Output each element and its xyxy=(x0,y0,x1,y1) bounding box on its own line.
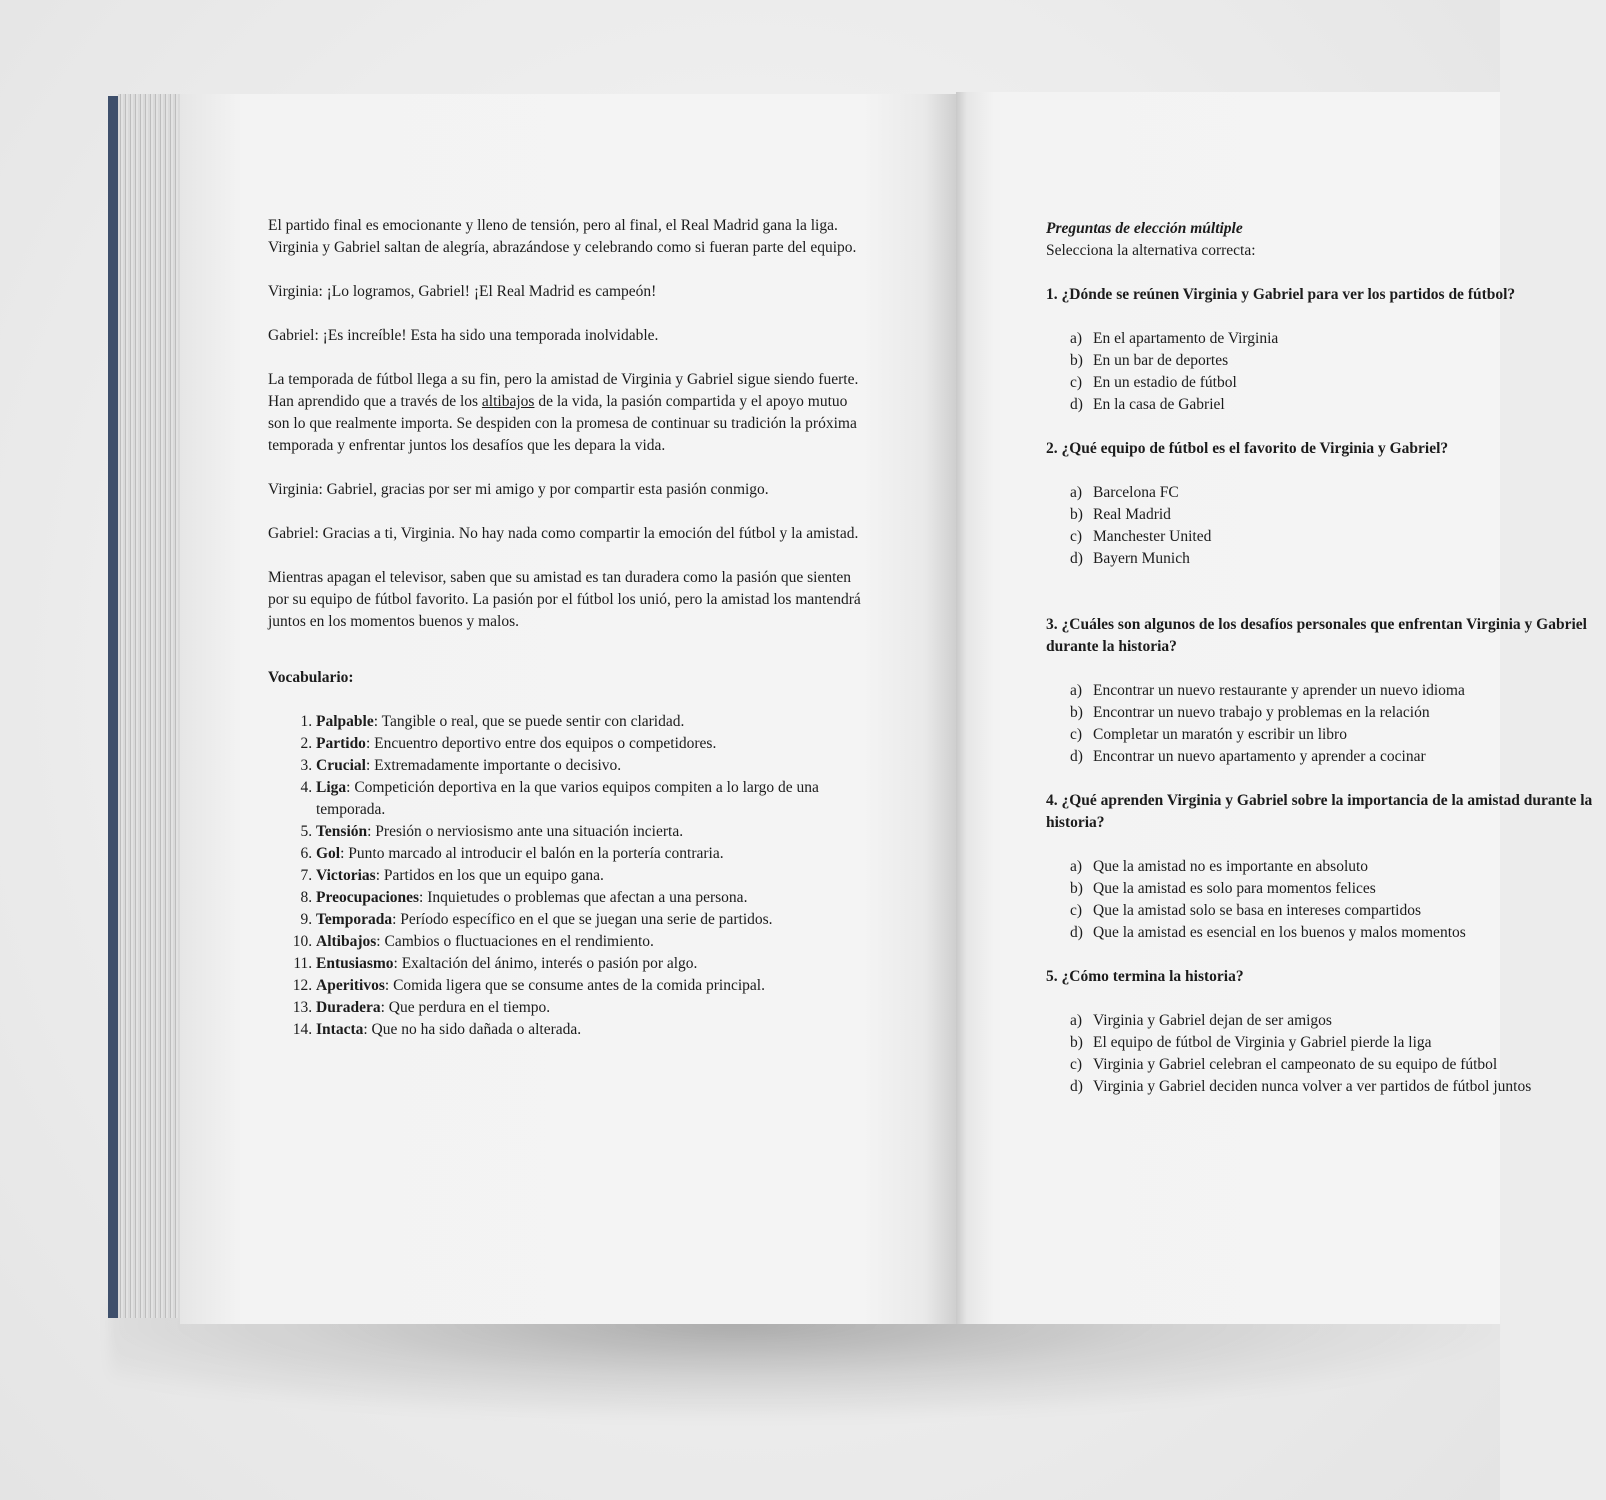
vocab-term: Crucial xyxy=(316,757,366,774)
quiz-instruction: Selecciona la alternativa correcta: xyxy=(1046,242,1256,259)
vocab-item xyxy=(316,997,868,1019)
vocab-def: : Que perdura en el tiempo. xyxy=(380,999,551,1016)
options-list xyxy=(1046,328,1606,416)
option-letter: a) xyxy=(1070,858,1083,875)
vocab-item xyxy=(316,953,868,975)
vocab-term: Liga xyxy=(316,779,347,796)
option-text: Virginia y Gabriel celebran el campeonato de su equipo de fútbol xyxy=(1093,1056,1498,1073)
option xyxy=(1070,504,1606,526)
option-text: En el apartamento de Virginia xyxy=(1093,330,1279,347)
vocab-item xyxy=(316,755,868,777)
question: 2. ¿Qué equipo de fútbol es el favorito de Virginia y Gabriel? xyxy=(1046,440,1449,457)
option-letter: c) xyxy=(1070,374,1083,391)
option-text: Completar un maratón y escribir un libro xyxy=(1093,726,1347,743)
option-text: Encontrar un nuevo restaurante y aprender un nuevo idioma xyxy=(1093,682,1465,699)
option-text: Encontrar un nuevo trabajo y problemas en la relación xyxy=(1093,704,1430,721)
option xyxy=(1070,680,1606,702)
option-letter: c) xyxy=(1070,528,1083,545)
dialogue-line: Virginia: ¡Lo logramos, Gabriel! ¡El Real Madrid es campeón! xyxy=(268,283,657,300)
question: 1. ¿Dónde se reúnen Virginia y Gabriel para ver los partidos de fútbol? xyxy=(1046,286,1516,303)
vocab-term: Tensión xyxy=(316,823,368,840)
option xyxy=(1070,856,1606,878)
option-letter: d) xyxy=(1070,1078,1083,1095)
vocab-term: Partido xyxy=(316,735,366,752)
dialogue-line: Gabriel: Gracias a ti, Virginia. No hay nada como compartir la emoción del fútbol y la amistad. xyxy=(268,525,859,542)
vocab-item xyxy=(316,931,868,953)
vocab-def: : Comida ligera que se consume antes de la comida principal. xyxy=(384,977,765,994)
vocab-item xyxy=(316,909,868,931)
option-text: En la casa de Gabriel xyxy=(1093,396,1225,413)
vocab-term: Temporada xyxy=(316,911,393,928)
vocab-def: : Presión o nerviosismo ante una situación incierta. xyxy=(367,823,684,840)
vocab-def: : Competición deportiva en la que varios equipos compiten a lo largo de una temporada. xyxy=(316,779,819,818)
vocab-term: Preocupaciones xyxy=(316,889,420,906)
vocab-item xyxy=(316,777,868,821)
vocab-def: : Inquietudes o problemas que afectan a una persona. xyxy=(419,889,748,906)
option-letter: d) xyxy=(1070,748,1083,765)
vocab-item xyxy=(316,975,868,997)
vocab-term: Altibajos xyxy=(316,933,377,950)
option-text: Real Madrid xyxy=(1093,506,1171,523)
vocab-def: : Exaltación del ánimo, interés o pasión por algo. xyxy=(393,955,698,972)
option xyxy=(1070,746,1606,768)
story-section xyxy=(268,215,868,1041)
option xyxy=(1070,328,1606,350)
vocab-def: : Encuentro deportivo entre dos equipos o competidores. xyxy=(365,735,717,752)
option xyxy=(1070,482,1606,504)
option xyxy=(1070,1054,1606,1076)
option-letter: b) xyxy=(1070,352,1083,369)
quiz-title: Preguntas de elección múltiple xyxy=(1046,220,1243,237)
vocab-term: Aperitivos xyxy=(316,977,385,994)
option-text: El equipo de fútbol de Virginia y Gabriel pierde la liga xyxy=(1093,1034,1432,1051)
option-text: Barcelona FC xyxy=(1093,484,1179,501)
option-text: Bayern Munich xyxy=(1093,550,1190,567)
option-letter: c) xyxy=(1070,902,1083,919)
vocab-def: : Cambios o fluctuaciones en el rendimiento. xyxy=(376,933,654,950)
question: 3. ¿Cuáles son algunos de los desafíos personales que enfrentan Virginia y Gabriel durante la historia? xyxy=(1046,616,1587,655)
option xyxy=(1070,724,1606,746)
option-text: Que la amistad solo se basa en intereses compartidos xyxy=(1093,902,1421,919)
text-run: de la vida, la pasión compartida y el apoyo mutuo son lo que realmente importa. Se despiden con la promesa de continuar su tradición la próxima temporada y enfrentar juntos los desafíos que les depara la vida. xyxy=(268,393,857,454)
option-letter: d) xyxy=(1070,550,1083,567)
book-cover-edge xyxy=(108,96,118,1318)
option-text: Virginia y Gabriel deciden nunca volver a ver partidos de fútbol juntos xyxy=(1093,1078,1532,1095)
option-text: En un bar de deportes xyxy=(1093,352,1229,369)
option-letter: a) xyxy=(1070,484,1083,501)
options-list xyxy=(1046,680,1606,768)
vocab-item xyxy=(316,711,868,733)
vocab-term: Intacta xyxy=(316,1021,364,1038)
vocab-def: : Tangible o real, que se puede sentir con claridad. xyxy=(373,713,685,730)
option xyxy=(1070,372,1606,394)
option-letter: a) xyxy=(1070,330,1083,347)
dialogue-line: Virginia: Gabriel, gracias por ser mi amigo y por compartir esta pasión conmigo. xyxy=(268,481,769,498)
option xyxy=(1070,878,1606,900)
options-list xyxy=(1046,482,1606,570)
option-letter: d) xyxy=(1070,924,1083,941)
page-stack xyxy=(118,94,180,1318)
story-paragraph: Mientras apagan el televisor, saben que su amistad es tan duradera como la pasión que sienten por su equipo de fútbol favorito. La pasión por el fútbol los unió, pero la amistad los mantendrá juntos en los momentos buenos y malos. xyxy=(268,569,861,630)
option xyxy=(1070,1032,1606,1054)
vocab-list xyxy=(268,711,868,1041)
vocab-def: : Punto marcado al introducir el balón en la portería contraria. xyxy=(340,845,724,862)
option xyxy=(1070,526,1606,548)
option-letter: b) xyxy=(1070,704,1083,721)
option-text: Que la amistad no es importante en absoluto xyxy=(1093,858,1369,875)
vocab-term: Duradera xyxy=(316,999,381,1016)
options-list xyxy=(1046,856,1606,944)
text-run: La temporada de fútbol llega a su fin, pero la amistad de Virginia y Gabriel sigue siendo fuerte. Han aprendido que a través de los xyxy=(268,371,859,410)
vocab-term: Gol xyxy=(316,845,341,862)
dialogue-line: Gabriel: ¡Es increíble! Esta ha sido una temporada inolvidable. xyxy=(268,327,659,344)
vocab-def: : Partidos en los que un equipo gana. xyxy=(375,867,604,884)
option-text: Manchester United xyxy=(1093,528,1212,545)
option xyxy=(1070,702,1606,724)
vocab-item xyxy=(316,843,868,865)
option xyxy=(1070,922,1606,944)
option xyxy=(1070,394,1606,416)
right-page xyxy=(956,92,1593,1324)
underlined-word: altibajos xyxy=(481,393,535,410)
option xyxy=(1070,900,1606,922)
vocab-item xyxy=(316,821,868,843)
vocab-item xyxy=(316,1019,868,1041)
option-text: Encontrar un nuevo apartamento y aprender a cocinar xyxy=(1093,748,1426,765)
option-letter: b) xyxy=(1070,1034,1083,1051)
options-list xyxy=(1046,1010,1606,1098)
option-letter: d) xyxy=(1070,396,1083,413)
option-text: En un estadio de fútbol xyxy=(1093,374,1237,391)
vocab-def: : Período específico en el que se juegan una serie de partidos. xyxy=(392,911,773,928)
option-letter: b) xyxy=(1070,506,1083,523)
story-paragraph xyxy=(268,369,868,457)
option-letter: a) xyxy=(1070,682,1083,699)
vocab-term: Palpable xyxy=(316,713,374,730)
vocab-def: : Que no ha sido dañada o alterada. xyxy=(363,1021,582,1038)
question: 4. ¿Qué aprenden Virginia y Gabriel sobre la importancia de la amistad durante la historia? xyxy=(1046,792,1593,831)
vocab-title: Vocabulario: xyxy=(268,669,354,686)
vocab-item xyxy=(316,733,868,755)
vocab-term: Entusiasmo xyxy=(316,955,394,972)
vocab-item xyxy=(316,865,868,887)
option-text: Virginia y Gabriel dejan de ser amigos xyxy=(1093,1012,1332,1029)
vocab-item xyxy=(316,887,868,909)
option xyxy=(1070,1076,1606,1098)
vocab-def: : Extremadamente importante o decisivo. xyxy=(365,757,622,774)
story-paragraph: El partido final es emocionante y lleno de tensión, pero al final, el Real Madrid gana la liga. Virginia y Gabriel saltan de alegría, abrazándose y celebrando como si fueran parte del equipo. xyxy=(268,217,857,256)
option-letter: c) xyxy=(1070,726,1083,743)
option-letter: c) xyxy=(1070,1056,1083,1073)
option xyxy=(1070,1010,1606,1032)
vocab-term: Victorias xyxy=(316,867,376,884)
question: 5. ¿Cómo termina la historia? xyxy=(1046,968,1244,985)
option xyxy=(1070,350,1606,372)
quiz-section xyxy=(1046,218,1606,1098)
option-text: Que la amistad es solo para momentos felices xyxy=(1093,880,1376,897)
option xyxy=(1070,548,1606,570)
option-letter: b) xyxy=(1070,880,1083,897)
option-letter: a) xyxy=(1070,1012,1083,1029)
option-text: Que la amistad es esencial en los buenos y malos momentos xyxy=(1093,924,1466,941)
